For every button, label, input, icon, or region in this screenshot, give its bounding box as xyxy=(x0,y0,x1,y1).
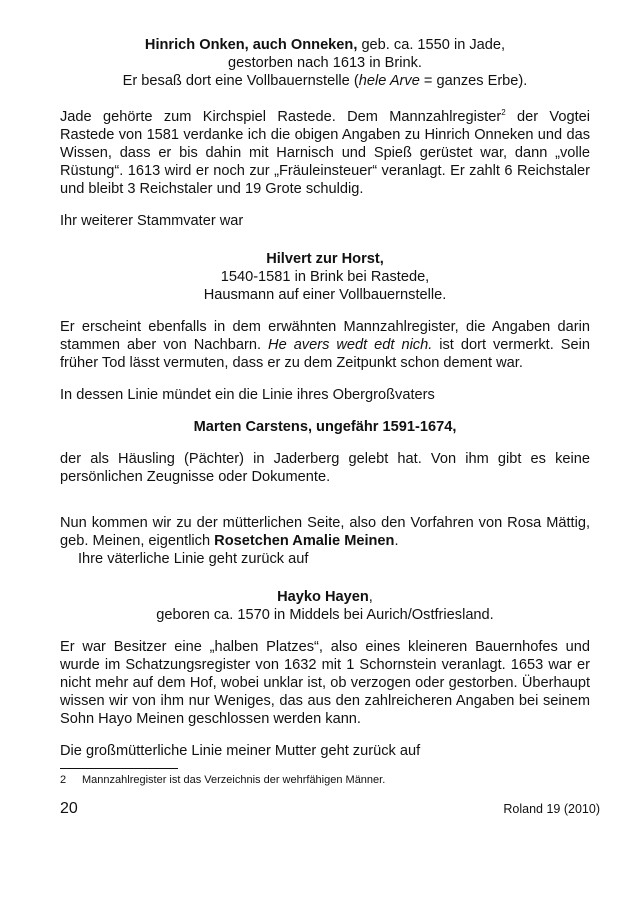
paragraph-mannzahlregister xyxy=(60,318,590,372)
paragraph-text: Jade gehörte zum Kirchspiel Rastede. Dem Mannzahlregister xyxy=(60,109,502,125)
footnote-number: 2 xyxy=(60,774,67,786)
indented-line: Ihre väterliche Linie geht zurück auf xyxy=(78,551,309,567)
paragraph-text: ist dort vermerkt. Sein früher Tod lässt vermuten, dass er zu dem Zeitpunkt schon dement war. xyxy=(60,337,590,371)
page-footer xyxy=(60,799,600,839)
footnote-divider xyxy=(60,768,178,769)
heading-hilvert xyxy=(60,250,590,304)
paragraph-jade xyxy=(60,108,590,198)
heading-hayko xyxy=(60,588,590,624)
paragraph-text: Nun kommen wir zu der mütterlichen Seite, also den Vorfahren von Rosa Mättig, geb. Meinen, eigentlich xyxy=(60,515,590,549)
life-dates: 1540-1581 in Brink bei Rastede, xyxy=(220,269,430,285)
estate-info-end: = ganzes Erbe). xyxy=(419,73,528,89)
journal-reference: Roland 19 (2010) xyxy=(503,802,600,816)
heading-marten xyxy=(60,418,590,436)
paragraph-text: der Vogtei Rastede von 1581 verdanke ich die obigen Angaben zu Hinrich Onneken und das Wissen, dass er bis dahin mit Harnisch und Spieß gerüstet war, dann „volle Rüstung“. 1613 wird er noch zur „Fräuleinsteuer“ veranlagt. Er zahlt 6 Reichstaler und bleibt 3 Reichstaler und 19 Grote schuldig. xyxy=(60,109,591,197)
footnote xyxy=(60,773,590,787)
paragraph-grossmuetterliche-linie: Die großmütterliche Linie meiner Mutter geht zurück auf xyxy=(60,743,421,759)
heading-hinrich-onken xyxy=(60,36,590,90)
page-number: 20 xyxy=(60,800,78,817)
birth-info: geb. ca. 1550 in Jade, xyxy=(357,37,506,53)
footnote-text: Mannzahlregister ist das Verzeichnis der wehrfähigen Männer. xyxy=(82,774,386,786)
name-marten: Marten Carstens, ungefähr 1591-1674, xyxy=(193,419,457,435)
paragraph-text: Er erscheint ebenfalls in dem erwähnten Mannzahlregister, die Angaben darin stammen aber von Nachbarn. xyxy=(60,319,590,353)
paragraph-text: . xyxy=(394,533,399,549)
paragraph-halber-platz: Er war Besitzer eine „halben Platzes“, also eines kleineren Bauernhofes und wurde im Schatzungsregister von 1632 mit 1 Schornstein veranlagt. 1653 war er nicht mehr auf dem Hof, wobei unklar ist, ob verzogen oder gestorben. Überhaupt wissen wir von ihm nur Weniges, das aus den zahlreicheren Angaben bei seinem Sohn Hayo Meinen geschlossen werden kann. xyxy=(60,639,590,727)
page-body xyxy=(60,0,600,839)
quote: He avers wedt edt nich. xyxy=(268,337,433,353)
footnote-ref[interactable]: 2 xyxy=(501,108,506,118)
name-hilvert: Hilvert zur Horst, xyxy=(266,251,384,267)
name-rosetchen: Rosetchen Amalie Meinen xyxy=(214,533,395,549)
paragraph-stammvater: Ihr weiterer Stammvater war xyxy=(60,213,244,229)
comma: , xyxy=(368,589,373,605)
occupation: Hausmann auf einer Vollbauernstelle. xyxy=(203,287,447,303)
paragraph-muetterliche-seite xyxy=(60,514,590,568)
name-hinrich: Hinrich Onken, auch Onneken, xyxy=(144,37,358,53)
estate-term: hele Arve xyxy=(358,73,420,89)
name-hayko: Hayko Hayen xyxy=(277,589,369,605)
death-info: gestorben nach 1613 in Brink. xyxy=(228,55,422,71)
paragraph-linie: In dessen Linie mündet ein die Linie ihres Obergroßvaters xyxy=(60,387,435,403)
birth-info: geboren ca. 1570 in Middels bei Aurich/Ostfriesland. xyxy=(156,607,494,623)
paragraph-haeusling: der als Häusling (Pächter) in Jaderberg gelebt hat. Von ihm gibt es keine persönlichen Zeugnisse oder Dokumente. xyxy=(60,451,590,485)
estate-info: Er besaß dort eine Vollbauernstelle ( xyxy=(122,73,359,89)
